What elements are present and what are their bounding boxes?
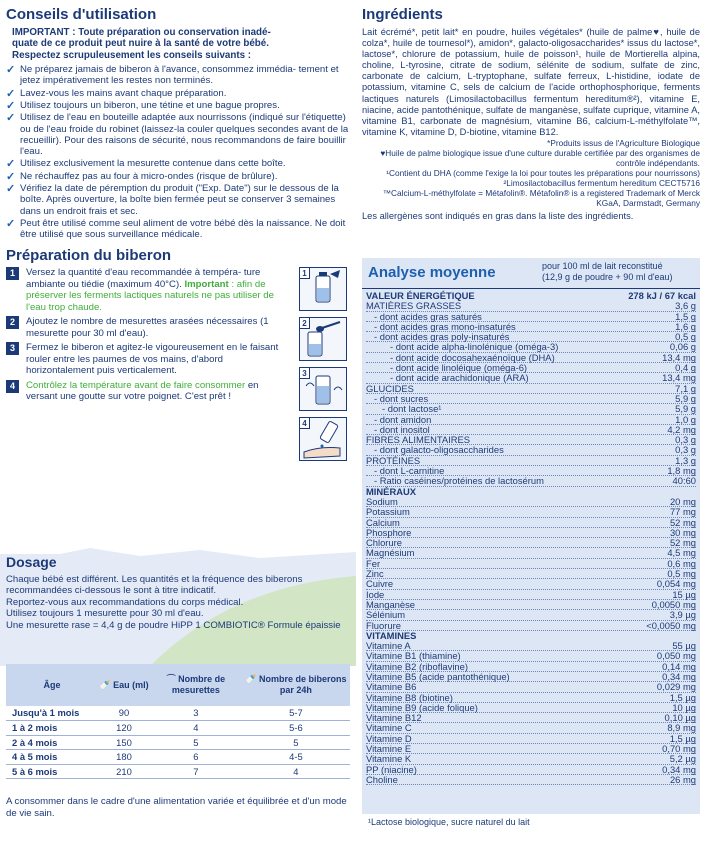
nutrition-row — [366, 765, 696, 775]
dosage-line: Chaque bébé est différent. Les quantités et la fréquence des biberons recommandées ci-dessous le sont à titre indicatif. — [6, 573, 303, 597]
check-icon: ✓ — [6, 99, 16, 112]
nutrient-label: PROTÉINES — [366, 454, 421, 466]
nutrient-value: 0,6 mg — [667, 557, 696, 569]
nutrient-label: - dont inositol — [374, 423, 430, 435]
nutrient-value: 77 mg — [669, 506, 696, 518]
nutrition-row — [366, 507, 696, 517]
prep-step: 1 Versez la quantité d'eau recommandée à tempéra- ture ambiante ou tiédie (maximum 40°C). Important : afin de préserver les ferments lactiques naturels ne pas utiliser de l'eau trop chaude. — [6, 267, 284, 313]
prep-step: 4 Contrôlez la température avant de faire consommer en versant une goutte sur votre poignet. C'est prêt ! — [6, 380, 284, 403]
dosage-section — [0, 546, 356, 826]
nutrient-label: Sodium — [366, 495, 398, 507]
nutrient-value: 13,4 mg — [662, 372, 696, 384]
important-label: Important — [184, 278, 229, 290]
nutrient-value: 55 µg — [672, 640, 696, 652]
nutrient-label: - Ratio caséines/protéines de lactosérum — [374, 475, 544, 487]
nutrient-label: Chlorure — [366, 537, 402, 549]
nutrition-row — [366, 600, 696, 610]
nutrient-value: 0,14 mg — [662, 660, 696, 672]
table-cell: 90 — [98, 706, 150, 721]
nutrition-row — [366, 734, 696, 744]
nutrient-value: 15 µg — [672, 588, 696, 600]
conseil-item: ✓ Ne préparez jamais de biberon à l'avance, consommez immédia- tement et jetez impérativement les restes non terminés. — [6, 63, 339, 87]
table-cell: 7 — [150, 764, 242, 779]
nutrition-row — [366, 559, 696, 569]
nutrient-value: 26 mg — [669, 773, 696, 785]
nutrient-label: PP (niacine) — [366, 763, 417, 775]
nutrient-value: 4,5 mg — [667, 547, 696, 559]
table-cell: 5-7 — [242, 706, 350, 721]
nutrient-value: 3,6 g — [675, 300, 696, 312]
table-row — [6, 706, 350, 721]
table-cell: 180 — [98, 750, 150, 765]
nutrient-value: 8,9 mg — [667, 722, 696, 734]
nutrition-row — [366, 528, 696, 538]
bottle-icon: 🍼 — [99, 679, 111, 690]
nutrient-value: 0,4 g — [675, 362, 696, 374]
nutrient-label: GLUCIDES — [366, 382, 414, 394]
nutrient-value: 1,6 g — [675, 320, 696, 332]
nutrient-label: Cuivre — [366, 578, 394, 590]
nutrient-label: - dont galacto-oligosaccharides — [374, 444, 504, 456]
table-cell: 5 — [150, 735, 242, 750]
table-cell: 150 — [98, 735, 150, 750]
nutrient-label: - dont acide linoléique (oméga-6) — [390, 362, 528, 374]
right-column — [362, 6, 700, 222]
table-cell: 5-6 — [242, 721, 350, 736]
nutrient-value: 0,0050 mg — [651, 598, 696, 610]
nutrient-value: 5,9 g — [675, 392, 696, 404]
conseil-item: ✓ Lavez-vous les mains avant chaque préparation. — [6, 87, 227, 100]
table-cell: 210 — [98, 764, 150, 779]
analyse-rows — [362, 289, 700, 785]
prep-step: 2 Ajoutez le nombre de mesurettes arasées nécessaires (1 mesurette pour 30 ml d'eau). — [6, 316, 284, 339]
nutrition-row — [366, 590, 696, 600]
nutrient-label: Vitamine B5 (acide pantothénique) — [366, 670, 510, 682]
conseil-item: ✓ Peut être utilisé comme seul aliment de votre bébé dès la naissance. Ne doit être utilisé que sous surveillance médicale. — [6, 218, 346, 241]
preparation-section — [6, 246, 354, 428]
nutrient-label: MINÉRAUX — [366, 485, 417, 497]
nutrient-label: - dont acide docosahexaénoïque (DHA) — [390, 351, 555, 363]
nutrition-row — [366, 610, 696, 620]
nutrient-label: - dont L-carnitine — [374, 465, 445, 477]
header-scoops: ⌒ Nombre de mesurettes — [150, 664, 242, 706]
nutrient-value: 5,9 g — [675, 403, 696, 415]
nutrient-value: 5,2 µg — [669, 753, 696, 765]
table-row — [6, 735, 350, 750]
nutrient-value: 20 mg — [669, 495, 696, 507]
nutrition-row — [366, 579, 696, 589]
nutrient-value: 0,3 g — [675, 444, 696, 456]
nutrition-row — [366, 497, 696, 507]
nutrient-label: Fer — [366, 557, 381, 569]
nutrient-label: Vitamine B12 — [366, 712, 422, 724]
step-number: 2 — [6, 316, 19, 329]
allergens-note: Les allergènes sont indiqués en gras dans la liste des ingrédients. — [362, 210, 634, 221]
bottle-icon: 🍼 — [245, 674, 257, 685]
step-number: 1 — [6, 267, 19, 280]
nutrient-label: Manganèse — [366, 598, 415, 610]
important-line: quate de ce produit peut nuire à la santé de votre bébé. — [12, 38, 269, 50]
nutrient-value: 0,3 g — [675, 434, 696, 446]
check-icon: ✓ — [6, 218, 16, 230]
table-cell: 5 — [242, 735, 350, 750]
nutrient-value: 4,2 mg — [667, 423, 696, 435]
nutrient-value: 1,3 g — [675, 454, 696, 466]
nutrition-row — [366, 538, 696, 548]
shake-bottle-illustration: 3 — [299, 367, 347, 411]
nutrient-label: Iode — [366, 588, 385, 600]
nutrient-label: Vitamine B9 (acide folique) — [366, 701, 478, 713]
check-icon: ✓ — [6, 158, 16, 171]
dosage-line: Reportez-vous aux recommandations du corps médical. — [6, 596, 244, 608]
nutrition-row — [366, 518, 696, 528]
nutrient-label: Potassium — [366, 506, 410, 518]
nutrient-label: FIBRES ALIMENTAIRES — [366, 434, 471, 446]
nutrient-value: 52 mg — [669, 516, 696, 528]
nutrient-value: 3,9 µg — [669, 609, 696, 621]
table-cell: 2 à 4 mois — [6, 735, 98, 750]
table-row — [6, 721, 350, 736]
nutrient-label: - dont lactose¹ — [382, 403, 442, 415]
header-age: Âge — [6, 664, 98, 706]
table-cell: 6 — [150, 750, 242, 765]
table-cell: Jusqu'à 1 mois — [6, 706, 98, 721]
table-cell: 4 — [242, 764, 350, 779]
conseils-list — [6, 64, 354, 241]
energy-row: VALEUR ÉNERGÉTIQUE 278 kJ / 67 kcal — [366, 290, 696, 301]
table-row — [6, 764, 350, 779]
important-warning — [6, 27, 354, 62]
nutrient-value: 1,5 µg — [669, 732, 696, 744]
nutrition-row — [366, 373, 696, 383]
nutrient-value: 1,8 mg — [667, 465, 696, 477]
check-icon: ✓ — [6, 170, 16, 183]
nutrient-label: VITAMINES — [366, 629, 417, 641]
nutrient-value: 0,06 g — [669, 341, 696, 353]
important-line: Respectez scrupuleusement les conseils suivants : — [12, 50, 252, 62]
table-cell: 4 à 5 mois — [6, 750, 98, 765]
nutrient-label: Vitamine B1 (thiamine) — [366, 650, 461, 662]
nutrient-value: 1,5 µg — [669, 691, 696, 703]
step-number: 4 — [6, 380, 19, 393]
nutrient-value: 10 µg — [672, 701, 696, 713]
nutrient-value: 0,34 mg — [662, 763, 696, 775]
wrist-test-illustration: 4 — [299, 417, 347, 461]
nutrient-label: - dont acides gras mono-insaturés — [374, 320, 516, 332]
prep-step: 3 Fermez le biberon et agitez-le vigoureusement en le faisant rouler entre les paumes de vos mains, d'abord horizontalement puis verticalement. — [6, 342, 284, 377]
dosage-table-body — [6, 706, 350, 779]
nutrition-row — [366, 487, 696, 497]
table-cell: 4-5 — [242, 750, 350, 765]
bottle-water-illustration: 1 — [299, 267, 347, 311]
ingredients-title: Ingrédients — [362, 6, 443, 23]
ingredients-list: Lait écrémé*, petit lait* en poudre, huiles végétales* (huile de palme♥, huile de colza*, huile de tournesol*), amidon*, galacto-oligosaccharides* issus du lactose*, lactose*, chlorure de potassium, huile de poisson¹, huile de Mortierella alpina, choline, L-tyrosine, citrate de sodium, sélénite de sodium, sulfate de zinc, carbonate de calcium, L-tryptophane, sulfate ferreux, L-histidine, iodate de potassium, vitamine C, sels de calcium de l'acide orthophosphorique, ferments lactiques naturels (Limosilactobacillus fermentum hereditum®²), vitamine E, niacine, acide pantothénique, sulfate de manganèse, sulfate cuprique, vitamine A, vitamine B1, carbonate de magnésium, vitamine B6, calcium-L-méthylfolate™, vitamine K, vitamine D, D-biotine, vitamine B12. — [362, 26, 700, 138]
table-cell: 5 à 6 mois — [6, 764, 98, 779]
conseils-title: Conseils d'utilisation — [6, 6, 157, 23]
check-icon: ✓ — [6, 112, 16, 125]
preparation-title: Préparation du biberon — [6, 246, 172, 264]
nutrient-label: Vitamine A — [366, 640, 411, 652]
table-cell: 1 à 2 mois — [6, 721, 98, 736]
analyse-header — [362, 258, 700, 289]
conseil-item: ✓ Utilisez exclusivement la mesurette contenue dans cette boîte. — [6, 158, 286, 171]
table-cell: 4 — [150, 721, 242, 736]
nutrition-row — [366, 548, 696, 558]
nutrition-row — [366, 631, 696, 641]
scoop-icon: ⌒ — [166, 674, 176, 685]
nutrient-label: - dont acide arachidonique (ARA) — [390, 372, 529, 384]
nutrient-label: Vitamine B8 (biotine) — [366, 691, 453, 703]
nutrient-label: - dont amidon — [374, 413, 432, 425]
conseil-item: ✓ Utilisez toujours un biberon, une tétine et une bague propres. — [6, 99, 280, 112]
nutrition-row — [366, 775, 696, 785]
nutrient-value: 1,0 g — [675, 413, 696, 425]
nutrient-label: Magnésium — [366, 547, 415, 559]
left-column — [6, 6, 354, 428]
analyse-per: pour 100 ml de lait reconstitué (12,9 g de poudre + 90 ml d'eau) — [542, 261, 673, 282]
conseil-item: ✓ Utilisez de l'eau en bouteille adaptée aux nourrissons (indiqué sur l'étiquette) ou de l'eau froide du robinet (laissez-la couler quelques secondes avant de la recueillir). Pour des raisons de sécurité, nous recommandons de faire bouillir l'eau. — [6, 112, 349, 158]
check-icon: ✓ — [6, 87, 16, 100]
nutrient-label: Phosphore — [366, 526, 412, 538]
table-cell: 3 — [150, 706, 242, 721]
preparation-illustrations — [299, 267, 351, 467]
nutrient-value: 0,34 mg — [662, 670, 696, 682]
nutrient-label: Vitamine K — [366, 753, 412, 765]
important-line: IMPORTANT : Toute préparation ou conservation inadé- — [12, 26, 271, 38]
dosage-title: Dosage — [6, 554, 57, 570]
check-icon: ✓ — [6, 183, 16, 196]
nutrient-label: Vitamine C — [366, 722, 412, 734]
nutrient-value: 13,4 mg — [662, 351, 696, 363]
dosage-line: Une mesurette rase = 4,4 g de poudre HiPP 1 COMBIOTIC® Formule épaissie — [6, 619, 341, 631]
nutrient-label: - dont acides gras poly-insaturés — [374, 331, 510, 343]
nutrient-label: Sélénium — [366, 609, 406, 621]
dosage-footer: A consommer dans le cadre d'une alimentation variée et équilibrée et d'un mode de vie sain. — [6, 796, 347, 819]
ingredients-notes: *Produits issus de l'Agriculture Biologique ♥Huile de palme biologique issue d'une culture durable certifiée par des organismes de contrôle indépendants. ¹Contient du DHA (comme l'exige la loi pour toutes les préparations pour nourrissons) ²Limosilactobacillus fermentum hereditum CECT5716 ™Calcium-L-méthylfolate = Métafolin®. Métafolin® is a registered Trademark of Merck KGaA, Darmstadt, Germany — [380, 138, 700, 208]
nutrient-value: 40:60 — [672, 475, 696, 487]
analyse-moyenne-panel — [362, 258, 700, 814]
nutrient-value: 1,5 g — [675, 310, 696, 322]
nutrient-value: 0,050 mg — [656, 650, 696, 662]
nutrient-value: 52 mg — [669, 537, 696, 549]
nutrient-label: - dont acide alpha-linolénique (oméga-3) — [390, 341, 559, 353]
dosage-line: Utilisez toujours 1 mesurette pour 30 ml d'eau. — [6, 608, 204, 620]
check-icon: ✓ — [6, 63, 16, 76]
dosage-text — [6, 554, 346, 631]
nutrient-value: 0,029 mg — [656, 681, 696, 693]
nutrient-label: MATIÈRES GRASSES — [366, 300, 462, 312]
preparation-steps — [6, 267, 284, 403]
nutrient-label: Vitamine B2 (riboflavine) — [366, 660, 468, 672]
nutrient-value: <0,0050 mg — [646, 619, 696, 631]
header-bottles: 🍼 Nombre de biberons par 24h — [242, 664, 350, 706]
nutrient-value: 7,1 g — [675, 382, 696, 394]
spoon-powder-illustration: 2 — [299, 317, 347, 361]
nutrient-value: 0,70 mg — [662, 743, 696, 755]
nutrient-label: - dont sucres — [374, 392, 429, 404]
nutrition-row — [366, 744, 696, 754]
analyse-footnote: ¹Lactose biologique, sucre naturel du lait — [368, 817, 530, 827]
step-number: 3 — [6, 342, 19, 355]
conseil-item: ✓ Vérifiez la date de péremption du produit ("Exp. Date") sur le dessous de la boîte. Après ouverture, la boîte bien fermée peut se conserver 3 semaines dans un endroit frais et sec. — [6, 183, 339, 217]
dosage-table — [6, 664, 350, 779]
nutrient-value: 0,5 mg — [667, 568, 696, 580]
nutrition-row — [366, 723, 696, 733]
nutrition-row — [366, 713, 696, 723]
nutrient-label: Vitamine B6 — [366, 681, 417, 693]
conseil-item: ✓ Ne réchauffez pas au four à micro-ondes (risque de brûlure). — [6, 170, 278, 183]
nutrient-label: - dont acides gras saturés — [374, 310, 482, 322]
nutrient-value: 0,054 mg — [656, 578, 696, 590]
nutrient-label: Zinc — [366, 568, 384, 580]
nutrient-label: Choline — [366, 773, 398, 785]
nutrition-row — [366, 569, 696, 579]
nutrient-value: 30 mg — [669, 526, 696, 538]
nutrient-label: Fluorure — [366, 619, 401, 631]
nutrient-label: Vitamine E — [366, 743, 412, 755]
nutrient-label: Vitamine D — [366, 732, 412, 744]
header-water: 🍼 Eau (ml) — [98, 664, 150, 706]
table-row — [6, 750, 350, 765]
nutrient-value: 0,5 g — [675, 331, 696, 343]
table-cell: 120 — [98, 721, 150, 736]
nutrient-label: Calcium — [366, 516, 400, 528]
nutrient-value: 0,10 µg — [664, 712, 696, 724]
dosage-table-header — [6, 664, 350, 706]
analyse-title: Analyse moyenne — [368, 264, 496, 281]
